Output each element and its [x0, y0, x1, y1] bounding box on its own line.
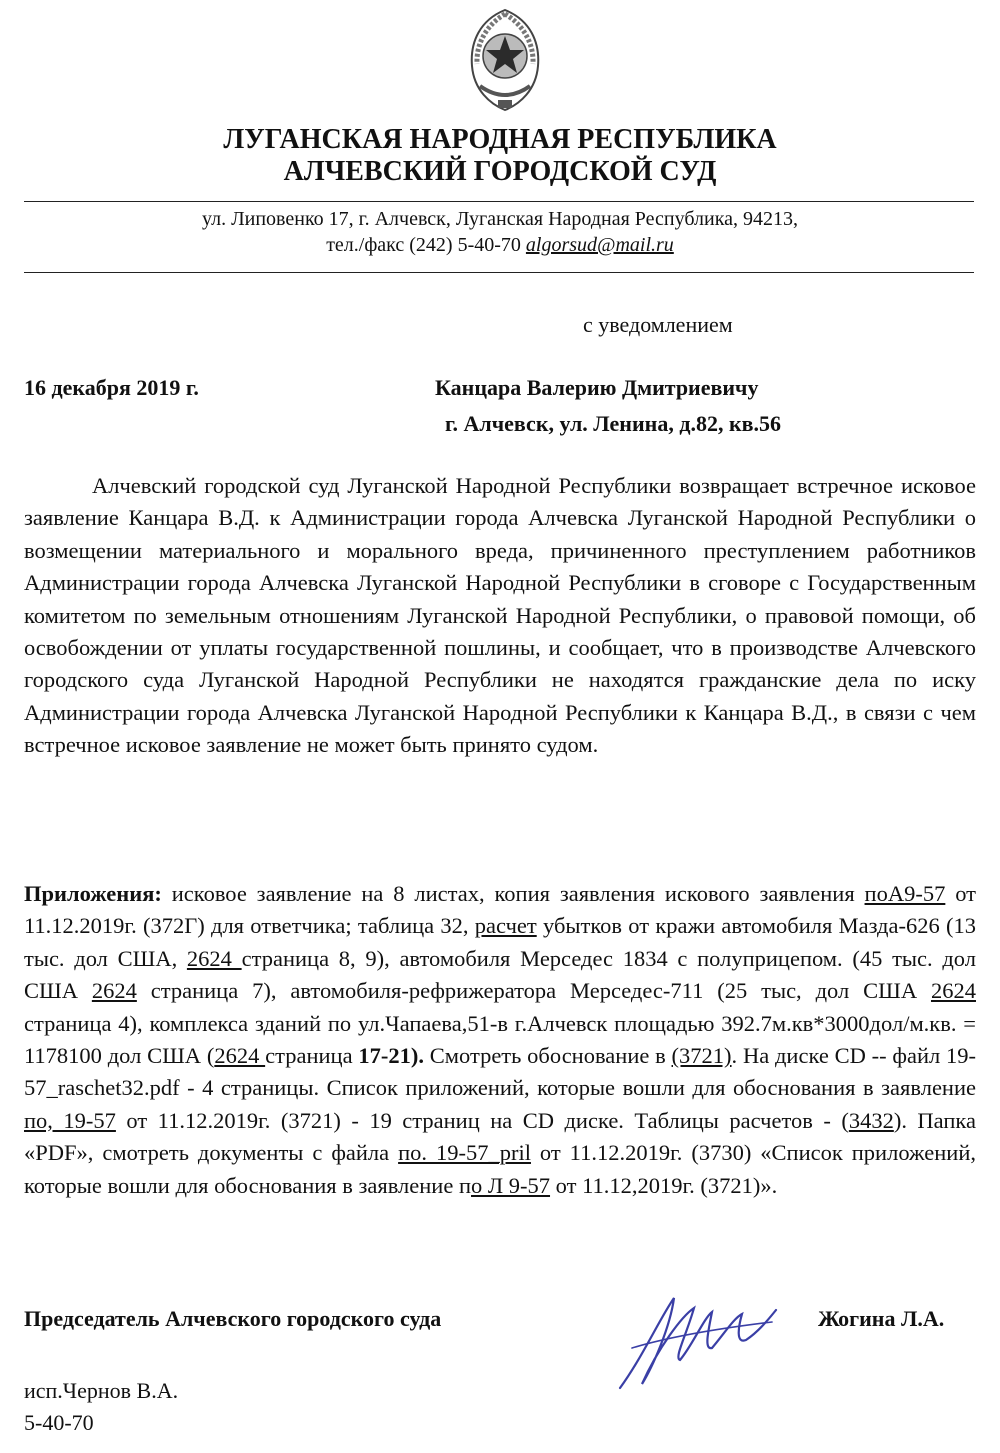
attachments-ref: о Л 9-57 [471, 1172, 551, 1198]
letter-date: 16 декабря 2019 г. [24, 375, 199, 400]
attachments-ref: 3432 [848, 1107, 894, 1133]
header-top-rule [24, 201, 974, 202]
attachments-text: от 11.12.2019г. (3721) - 19 страниц на CD диске. Таблицы расчетов - ( [115, 1107, 849, 1133]
court-title: АЛЧЕВСКИЙ ГОРОДСКОЙ СУД [283, 156, 717, 187]
executor-phone: 5-40-70 [24, 1410, 94, 1435]
attachments-ref: по, 19-57 [24, 1107, 116, 1133]
attachments-text: исковое заявление на 8 листах, копия заявления искового заявления [161, 881, 865, 906]
delivery-notice: с уведомлением [583, 312, 733, 337]
signer-name: Жогина Л.А. [818, 1306, 945, 1331]
republic-title: ЛУГАНСКАЯ НАРОДНАЯ РЕСПУБЛИКА [223, 124, 777, 155]
attachments-text: убытков от кражи автомобиля Мазда-626 (13 тыс. дол США, [24, 913, 976, 971]
attachments-text: страница 4), комплекса зданий по ул.Чапаева,51-в г.Алчевск площадью 392.7м.кв*3000дол/м.кв. = 1178100 дол США ( [24, 1010, 976, 1069]
attachments-text: Смотреть обоснование в [423, 1043, 672, 1069]
attachments-text: . На диске CD -- файл 19-57_raschet32.pdf - 4 страницы. Список приложений, которые вошли для обоснования в заявление [24, 1043, 976, 1101]
recipient-address: г. Алчевск, ул. Ленина, д.82, кв.56 [445, 411, 782, 436]
attachments-ref: 2624 [214, 1043, 266, 1069]
attachments-text: страница [265, 1043, 359, 1069]
attachments-paragraph [24, 878, 976, 1202]
attachments-ref: поА9-57 [864, 881, 946, 906]
attachments-pages: 17-21). [358, 1043, 424, 1069]
handwritten-signature-icon [612, 1288, 782, 1398]
attachments-text: от 11.12,2019г. (3721)». [550, 1172, 778, 1198]
attachments-text: страница 8, 9), автомобиля Мерседес 1834 с полуприцепом. (45 тыс. дол США [24, 945, 976, 1004]
coat-of-arms-icon [460, 6, 550, 112]
attachments-ref: 2624 [91, 978, 137, 1004]
attachments-ref: 2624 [930, 978, 976, 1004]
executor-name: исп.Чернов В.А. [24, 1378, 179, 1403]
attachments-text: ). Папка «PDF», смотреть документы с файла [24, 1107, 976, 1166]
court-email-link[interactable]: algorsud@mail.ru [525, 234, 674, 256]
attachments-ref: расчет [474, 913, 537, 939]
attachments-ref: по. 19-57_pril [398, 1140, 531, 1166]
attachments-text: от 11.12.2019г. (372Г) для ответчика; таблица 32, [24, 881, 976, 939]
attachments-ref: 2624 [186, 945, 242, 971]
attachments-text: страница 7), автомобиля-рефрижератора Мерседес-711 (25 тыс, дол США [136, 978, 931, 1004]
recipient-name: Канцара Валерию Дмитриевичу [435, 375, 759, 400]
attachments-ref: (3721) [671, 1043, 732, 1069]
letter-body: Алчевский городской суд Луганской Народной Республики возвращает встречное исковое заявление Канцара В.Д. к Администрации города Алчевска Луганской Народной Республики о возмещении материального и морального вреда, причиненного преступлением работников Администрации города Алчевска Луганской Народной Республики в сговоре с Государственным комитетом по земельным отношениям Луганской Народной Республики, о правовой помощи, об освобождении от уплаты государственной пошлины, и сообщает, что в производстве Алчевского городского суда Луганской Народной Республики не находятся гражданские дела по иску Администрации города Алчевска Луганской Народной Республики к Канцара В.Д., в связи с чем встречное исковое заявление не может быть принято судом. [24, 473, 976, 758]
court-contacts [0, 232, 1000, 258]
attachments-text: от 11.12.2019г. (3730) «Список приложений, которые вошли для обоснования в заявление п [24, 1140, 976, 1198]
court-phone: тел./факс (242) 5-40-70 [326, 234, 521, 256]
header-bottom-rule [24, 272, 974, 273]
attachments-label: Приложения: [24, 881, 162, 906]
court-address: ул. Липовенко 17, г. Алчевск, Луганская Народная Республика, 94213, [201, 208, 799, 230]
signer-position: Председатель Алчевского городского суда [24, 1306, 442, 1331]
